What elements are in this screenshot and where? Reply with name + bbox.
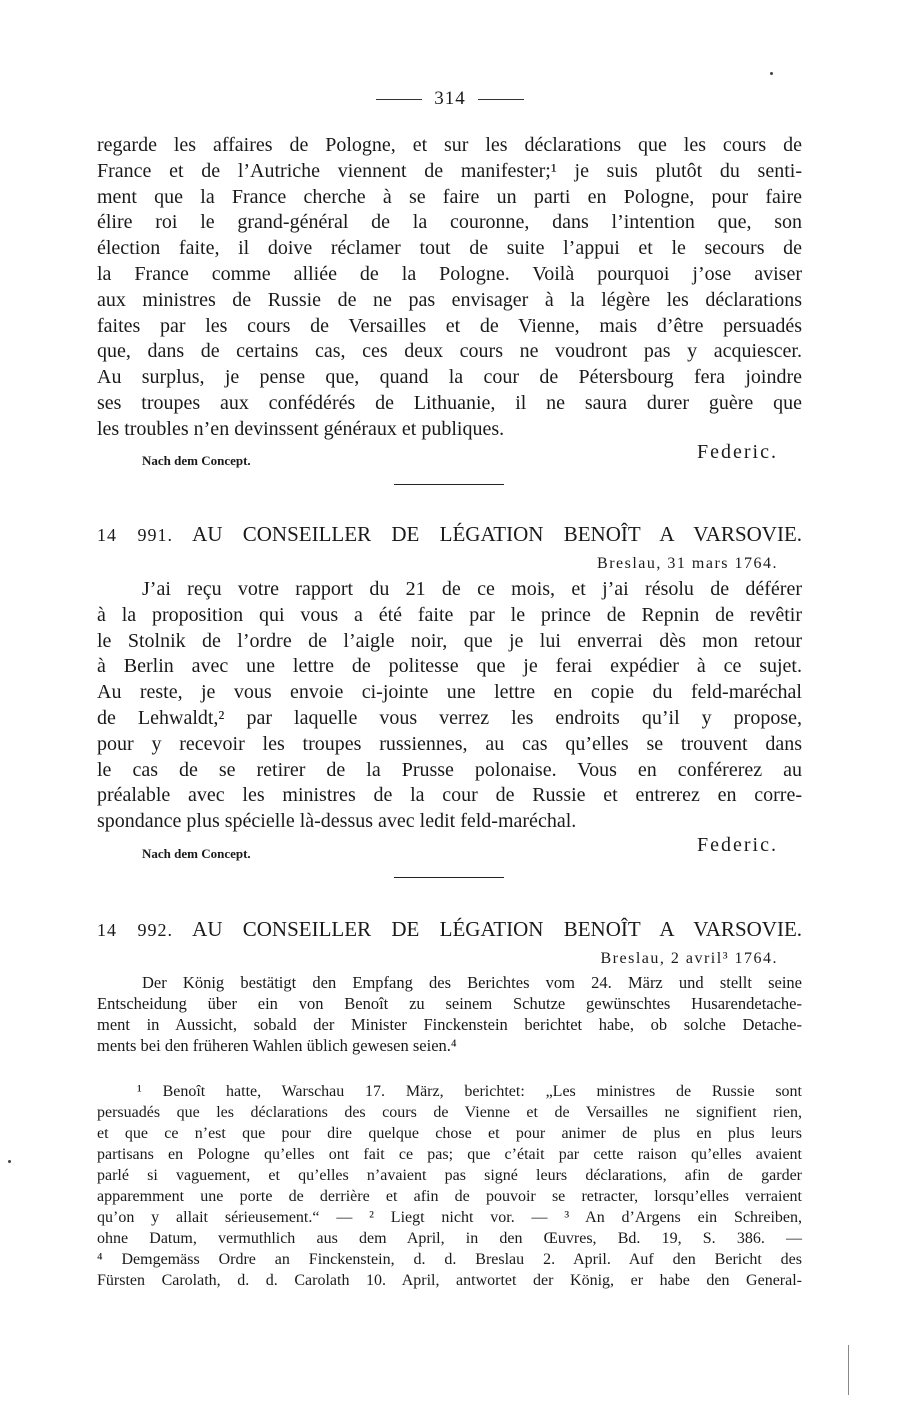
footnote-line: Fürsten Carolath, d. d. Carolath 10. April, antwortet der König, er habe den General- [97, 1272, 802, 1289]
text-line: Au surplus, je pense que, quand la cour de Pétersbourg fera joindre [97, 366, 802, 389]
letter-heading [97, 522, 802, 547]
text-line: Der König bestätigt den Empfang des Berichtes vom 24. März und stellt seine [142, 973, 802, 992]
text-line: aux ministres de Russie de ne pas envisager à la légère les déclarations [97, 288, 802, 311]
section-divider [394, 484, 504, 485]
footnote-line: ohne Datum, vermuthlich aus dem April, in den Œuvres, Bd. 19, S. 386. — [97, 1230, 802, 1247]
text-line: de Lehwaldt,² par laquelle vous verrez les endroits qu’il y propose, [97, 706, 802, 729]
continuation-text [97, 133, 802, 443]
letter-heading [97, 917, 802, 942]
text-line: ment que la France cherche à se faire un parti en Pologne, pour faire [97, 185, 802, 208]
text-line: la France comme alliée de la Pologne. Voilà pourquoi j’ose aviser [97, 262, 802, 285]
text-line: pour y recevoir les troupes russiennes, au cas qu’elles se trouvent dans [97, 732, 802, 755]
text-line: Entscheidung über ein von Benoît zu seinem Schutze gewünschtes Husarendetache- [97, 994, 802, 1013]
text-line: faites par les cours de Versailles et de Vienne, mais d’être persuadés [97, 314, 802, 337]
page-header [0, 88, 900, 110]
letter-body [97, 577, 802, 835]
text-line: spondance plus spécielle là-dessus avec ledit feld-maréchal. [97, 810, 577, 833]
text-line: ments bei den früheren Wahlen üblich gewesen seien.⁴ [97, 1036, 457, 1055]
text-line: le Stolnik de l’ordre de l’aigle noir, que je lui enverrai dès mon retour [97, 629, 802, 652]
signature: Federic. [697, 834, 778, 856]
text-line: France et de l’Autriche viennent de manifester;¹ je suis plutôt du senti- [97, 159, 802, 182]
text-line: Au reste, je vous envoie ci-jointe une lettre en copie du feld-maréchal [97, 681, 802, 704]
text-line: élection faite, il doive réclamer tout de suite l’appui et le secours de [97, 237, 802, 260]
section-divider [394, 877, 504, 878]
text-line: à la proposition qui vous a été faite par le prince de Repnin de revêtir [97, 603, 802, 626]
letter-summary [97, 972, 802, 1056]
letter-title: AU CONSEILLER DE LÉGATION BENOÎT A VARSOVIE. [192, 917, 803, 941]
dateline: Breslau, 31 mars 1764. [597, 555, 778, 572]
dateline: Breslau, 2 avril³ 1764. [600, 950, 778, 967]
text-line: ses troupes aux confédérés de Lithuanie, il ne saura durer guère que [97, 391, 802, 414]
text-line: regarde les affaires de Pologne, et sur les déclarations que les cours de [97, 134, 802, 156]
header-rule-right [478, 99, 524, 100]
header-rule-left [376, 99, 422, 100]
scan-speck [770, 72, 773, 75]
signature: Federic. [697, 441, 778, 463]
footnote-line: apparemment une porte de derrière et afin de pouvoir se retracter, lorsqu’elles verraient [97, 1188, 802, 1205]
page-number: 314 [434, 88, 466, 109]
text-line: élire roi le grand-général de la couronne, dans l’intention que, son [97, 211, 802, 234]
footnote-line: qu’on y allait sérieusement.“ — ² Liegt nicht vor. — ³ An d’Argens ein Schreiben, [97, 1209, 802, 1226]
text-line: les troubles n’en devinssent généraux et publiques. [97, 417, 505, 440]
scan-margin-mark [848, 1345, 849, 1395]
footnote-line: parlé si vaguement, et qu’elles n’avaient pas signé leurs déclarations, afin de garder [97, 1167, 802, 1184]
text-line: le cas de se retirer de la Prusse polonaise. Vous en conférerez au [97, 758, 802, 781]
footnote-line: partisans en Pologne qu’elles ont fait ce pas; que c’était par cette raison qu’elles avaient [97, 1146, 802, 1163]
letter-title: AU CONSEILLER DE LÉGATION BENOÎT A VARSOVIE. [192, 522, 803, 546]
letter-number: 14 991. [97, 525, 174, 545]
footnote-line: et que ce n’est que pour dire quelque chose et pour animer de plus en plus leurs [97, 1125, 802, 1142]
footnote-line: ¹ Benoît hatte, Warschau 17. März, berichtet: „Les ministres de Russie sont [137, 1083, 802, 1100]
text-line: préalable avec les ministres de la cour de Russie et entrerez en corre- [97, 784, 802, 807]
source-note: Nach dem Concept. [142, 453, 251, 468]
footnotes [97, 1081, 802, 1291]
footnote-line: persuadés que les déclarations des cours de Vienne et de Versailles ne signifient rien, [97, 1104, 802, 1121]
text-line: J’ai reçu votre rapport du 21 de ce mois, et j’ai résolu de déférer [142, 578, 802, 600]
scan-speck [8, 1160, 11, 1163]
text-line: que, dans de certains cas, ces deux cours ne voudront pas y acquiescer. [97, 340, 802, 363]
letter-number: 14 992. [97, 920, 174, 940]
text-line: ment in Aussicht, sobald der Minister Finckenstein berichtet habe, ob solche Detache- [97, 1015, 802, 1034]
footnote-line: ⁴ Demgemäss Ordre an Finckenstein, d. d. Breslau 2. April. Auf den Bericht des [97, 1251, 802, 1268]
source-note: Nach dem Concept. [142, 846, 251, 861]
text-line: à Berlin avec une lettre de politesse que je ferai expédier à ce sujet. [97, 655, 802, 678]
